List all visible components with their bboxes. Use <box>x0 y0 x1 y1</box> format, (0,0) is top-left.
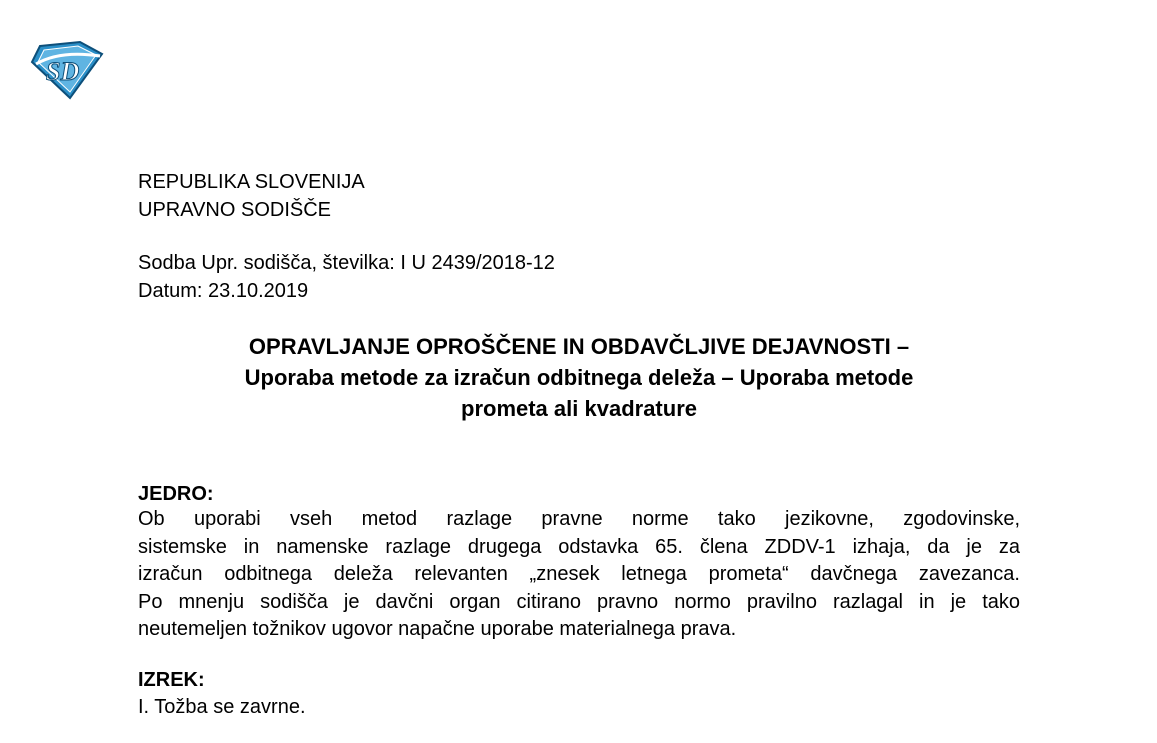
header-court: UPRAVNO SODIŠČE <box>138 199 331 221</box>
diamond-logo-icon <box>30 40 106 100</box>
title-line: Uporaba metode za izračun odbitnega deleža – Uporaba metode <box>244 365 914 390</box>
case-number: Sodba Upr. sodišča, številka: I U 2439/2018-12 <box>138 252 555 274</box>
logo-text: SD <box>46 57 80 86</box>
case-date: Datum: 23.10.2019 <box>138 280 309 302</box>
header-republic: REPUBLIKA SLOVENIJA <box>138 171 365 193</box>
izrek-heading: IZREK: <box>138 669 205 691</box>
jedro-paragraph <box>138 506 1020 644</box>
izrek-line: I. Tožba se zavrne. <box>138 696 306 718</box>
jedro-heading: JEDRO: <box>138 483 214 505</box>
document-title <box>138 331 1020 424</box>
title-line: OPRAVLJANJE OPROŠČENE IN OBDAVČLJIVE DEJAVNOSTI – <box>248 334 910 359</box>
jedro-line: sistemske in namenske razlage drugega odstavka 65. člena ZDDV-1 izhaja, da je za <box>138 535 1020 558</box>
jedro-line: Ob uporabi vseh metod razlage pravne norme tako jezikovne, zgodovinske, <box>138 508 1020 530</box>
jedro-line: Po mnenju sodišča je davčni organ citirano pravno normo pravilno razlagal in je tako <box>138 590 1020 613</box>
court-logo <box>30 40 106 100</box>
jedro-line: neutemeljen tožnikov ugovor napačne uporabe materialnega prava. <box>138 618 737 640</box>
jedro-line: izračun odbitnega deleža relevanten „znesek letnega prometa“ davčnega zavezanca. <box>138 563 1020 585</box>
title-line: prometa ali kvadrature <box>461 396 697 421</box>
